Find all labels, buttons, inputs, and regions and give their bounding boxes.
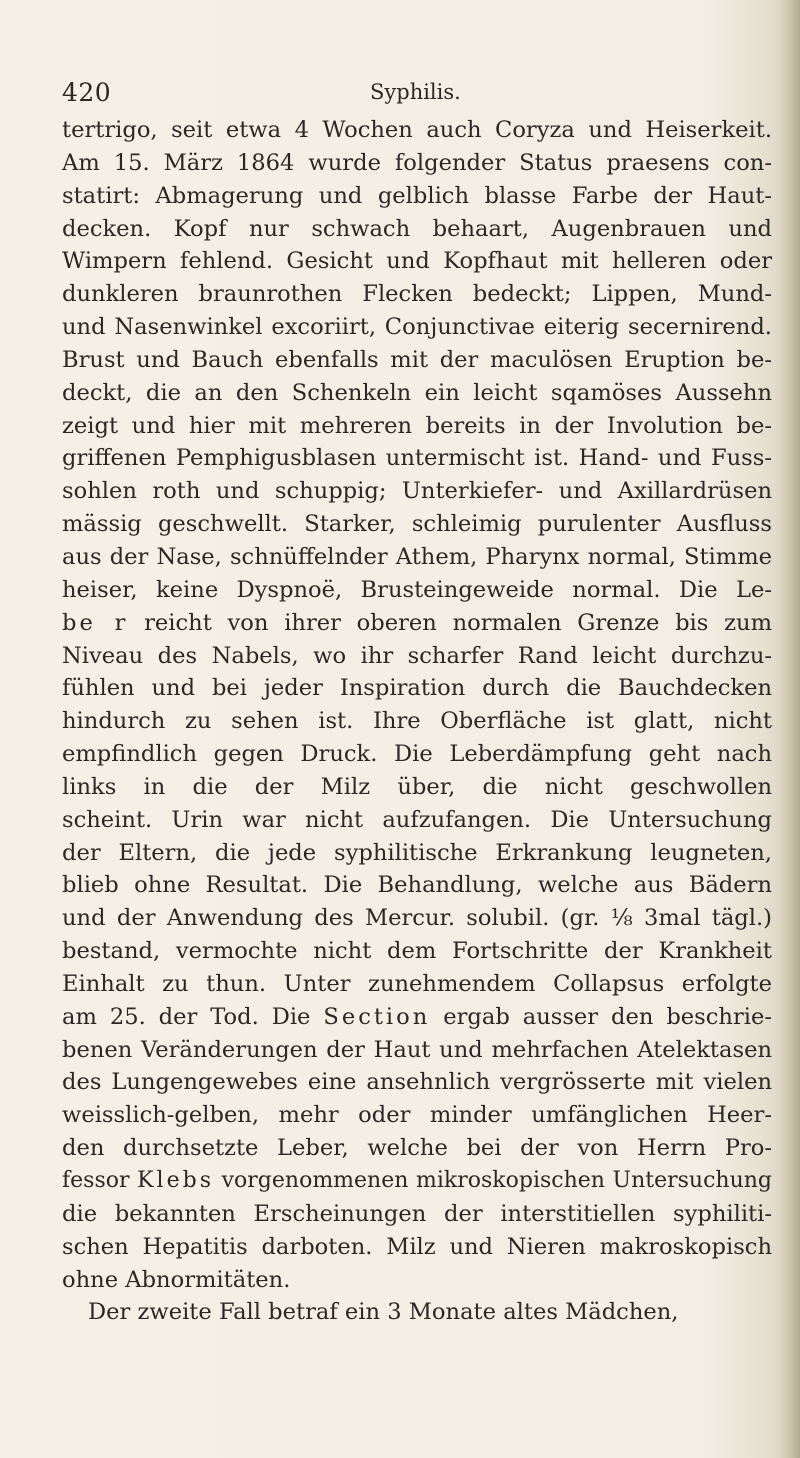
text-line: den durchsetzte Leber, welche bei der von Herrn Pro- (62, 1135, 772, 1162)
text-line: dunkleren braunrothen Flecken bedeckt; Lippen, Mund- (62, 281, 772, 308)
text-line-start: am 25. der Tod. Die (62, 1003, 311, 1030)
text-line: griffenen Pemphigusblasen untermischt ist. Hand- und Fuss- (62, 445, 772, 472)
text-line: weisslich-gelben, mehr oder minder umfänglichen Heer- (62, 1102, 772, 1129)
text-line: schen Hepatitis darboten. Milz und Nieren makroskopisch (62, 1233, 772, 1260)
text-line: deckt, die an den Schenkeln ein leicht sqamöses Aussehn (62, 379, 772, 406)
text-line: bestand, vermochte nicht dem Fortschritte der Krankheit (62, 938, 772, 965)
text-line-rest: reicht von ihrer oberen normalen Grenze bis zum (144, 609, 772, 636)
text-line: sohlen roth und schuppig; Unterkiefer- und Axillardrüsen (62, 478, 772, 505)
text-line: Einhalt zu thun. Unter zunehmendem Collapsus erfolgte (62, 970, 772, 997)
text-line: Brust und Bauch ebenfalls mit der maculösen Eruption be- (62, 346, 772, 373)
text-line (62, 1165, 772, 1198)
text-line: und der Anwendung des Mercur. solubil. (gr. ⅛ 3mal tägl.) (62, 905, 772, 932)
text-line: benen Veränderungen der Haut und mehrfachen Atelektasen (62, 1036, 772, 1063)
text-line: des Lungengewebes eine ansehnlich vergrösserte mit vielen (62, 1069, 772, 1096)
text-line (62, 607, 772, 640)
text-line: scheint. Urin war nicht aufzufangen. Die Untersuchung (62, 806, 772, 833)
text-line: hindurch zu sehen ist. Ihre Oberfläche ist glatt, nicht (62, 708, 772, 735)
text-line-start: fessor (62, 1168, 130, 1193)
text-line: decken. Kopf nur schwach behaart, Augenbrauen und (62, 215, 772, 242)
page-edge-shadow (778, 0, 800, 1458)
text-line: links in die der Milz über, die nicht geschwollen (62, 773, 772, 800)
text-line: Der zweite Fall betraf ein 3 Monate altes Mädchen, (88, 1299, 679, 1326)
text-line: heiser, keine Dyspnoë, Brusteingeweide normal. Die Le- (62, 576, 772, 603)
text-line: die bekannten Erscheinungen der interstitiellen syphiliti- (62, 1200, 772, 1227)
text-line: blieb ohne Resultat. Die Behandlung, welche aus Bädern (62, 872, 772, 899)
page-header (62, 78, 762, 110)
text-line: Am 15. März 1864 wurde folgender Status praesens con- (62, 149, 772, 176)
text-line: aus der Nase, schnüffelnder Athem, Pharynx normal, Stimme (62, 543, 772, 570)
text-line: zeigt und hier mit mehreren bereits in der Involution be- (62, 412, 772, 439)
text-line-rest: ergab ausser den beschrie- (443, 1003, 772, 1030)
text-line: Niveau des Nabels, wo ihr scharfer Rand leicht durchzu- (62, 642, 772, 669)
body-text (62, 114, 772, 1329)
text-line: der Eltern, die jede syphilitische Erkrankung leugneten, (62, 839, 772, 866)
text-line: und Nasenwinkel excoriirt, Conjunctivae eiterig secernirend. (62, 314, 772, 341)
text-line-rest: vorgenommenen mikroskopischen Untersuchung (221, 1168, 773, 1193)
text-line: Wimpern fehlend. Gesicht und Kopfhaut mit helleren oder (62, 248, 772, 275)
text-line (62, 1001, 772, 1034)
text-line: mässig geschwellt. Starker, schleimig purulenter Ausfluss (62, 511, 772, 538)
text-line: fühlen und bei jeder Inspiration durch die Bauchdecken (62, 675, 772, 702)
text-line: statirt: Abmagerung und gelblich blasse Farbe der Haut- (62, 182, 772, 209)
spaced-word-klebs: Klebs (137, 1168, 214, 1193)
page-number: 420 (62, 78, 112, 107)
text-line: tertrigo, seit etwa 4 Wochen auch Coryza und Heiserkeit. (62, 117, 772, 143)
text-line: empfindlich gegen Druck. Die Leberdämpfung geht nach (62, 741, 772, 768)
spaced-word-section: Section (323, 1003, 431, 1030)
running-head: Syphilis. (370, 80, 461, 104)
spaced-word-leber: be r (62, 609, 129, 636)
text-line: ohne Abnormitäten. (62, 1266, 291, 1293)
